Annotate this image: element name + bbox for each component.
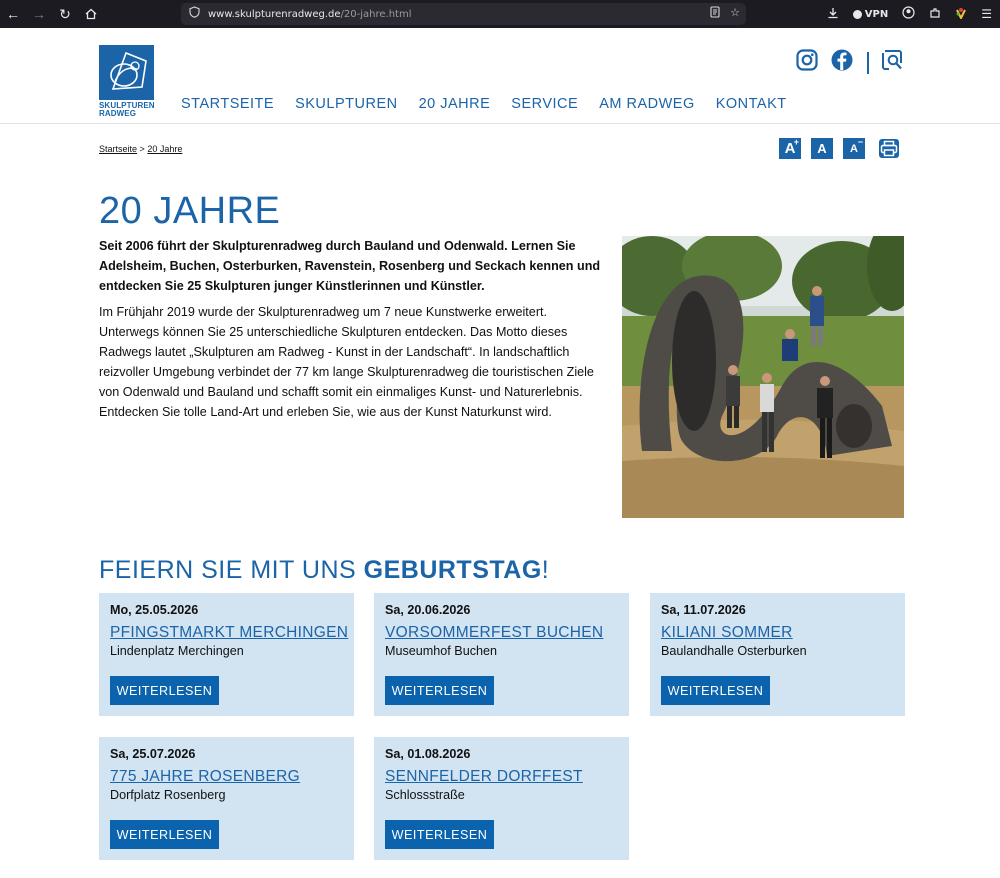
event-place: Lindenplatz Merchingen bbox=[110, 644, 244, 658]
bookmark-star-icon[interactable]: ☆ bbox=[730, 7, 740, 19]
url-path: /20-jahre.html bbox=[340, 8, 412, 20]
event-place: Schlossstraße bbox=[385, 788, 465, 802]
read-more-button[interactable]: WEITERLESEN bbox=[661, 676, 770, 705]
page-title: 20 JAHRE bbox=[99, 190, 281, 232]
download-icon[interactable] bbox=[827, 7, 839, 22]
site-logo[interactable] bbox=[99, 45, 155, 119]
font-increase-label: A bbox=[784, 140, 796, 157]
print-icon[interactable] bbox=[878, 138, 900, 164]
plus-icon: + bbox=[793, 137, 799, 147]
event-card bbox=[374, 593, 629, 716]
lead-paragraph: Seit 2006 führt der Skulpturenradweg durch Bauland und Odenwald. Lernen Sie Adelsheim, Buchen, Osterburken, Ravenstein, Rosenberg und Seckach kennen und entdecken Sie 25 Skulpturen junger Künstlerinnen und Künstler. bbox=[99, 239, 601, 293]
section-heading-end: ! bbox=[541, 556, 550, 584]
extensions-icon[interactable] bbox=[929, 7, 941, 22]
read-more-button[interactable]: WEITERLESEN bbox=[385, 820, 494, 849]
event-place: Baulandhalle Osterburken bbox=[661, 644, 807, 658]
event-card bbox=[99, 737, 354, 860]
event-title-link[interactable]: KILIANI SOMMER bbox=[661, 624, 793, 641]
font-decrease-label: A bbox=[850, 142, 858, 155]
event-title-link[interactable]: 775 JAHRE ROSENBERG bbox=[110, 768, 301, 785]
nav-kontakt[interactable]: KONTAKT bbox=[715, 96, 787, 112]
search-icon[interactable] bbox=[881, 49, 903, 76]
browser-toolbar bbox=[0, 0, 1000, 28]
font-decrease-button[interactable] bbox=[843, 138, 865, 159]
home-icon[interactable] bbox=[78, 0, 104, 28]
header-divider bbox=[0, 123, 1000, 124]
event-card bbox=[99, 593, 354, 716]
color-extension-icon[interactable] bbox=[955, 7, 967, 22]
event-card bbox=[374, 737, 629, 860]
logo-emblem bbox=[99, 45, 154, 100]
breadcrumb-separator: > bbox=[139, 144, 145, 154]
minus-icon: − bbox=[857, 137, 863, 147]
reader-view-icon[interactable] bbox=[710, 6, 720, 21]
event-title-link[interactable]: SENNFELDER DORFFEST bbox=[385, 768, 583, 785]
nav-am-radweg[interactable]: AM RADWEG bbox=[599, 96, 695, 112]
instagram-icon[interactable] bbox=[796, 49, 818, 76]
logo-line-2: RADWEG bbox=[99, 109, 137, 118]
breadcrumb bbox=[99, 144, 182, 154]
url-host: www.skulpturenradweg.de bbox=[208, 8, 341, 20]
url-text bbox=[208, 9, 412, 20]
event-date: Sa, 11.07.2026 bbox=[661, 603, 746, 617]
section-heading-bold: GEBURTSTAG bbox=[363, 556, 542, 584]
event-date: Sa, 20.06.2026 bbox=[385, 603, 471, 617]
event-title-link[interactable]: PFINGSTMARKT MERCHINGEN bbox=[110, 624, 349, 641]
divider bbox=[867, 52, 869, 74]
logo-wordmark bbox=[99, 102, 155, 118]
event-date: Sa, 25.07.2026 bbox=[110, 747, 196, 761]
shield-icon bbox=[189, 5, 200, 23]
font-increase-button[interactable] bbox=[779, 138, 801, 159]
nav-service[interactable]: SERVICE bbox=[511, 96, 579, 112]
event-place: Museumhof Buchen bbox=[385, 644, 498, 658]
account-icon[interactable] bbox=[902, 6, 915, 22]
accessibility-tools bbox=[779, 138, 900, 164]
font-normal-button[interactable] bbox=[811, 138, 833, 159]
nav-skulpturen[interactable]: SKULPTUREN bbox=[295, 96, 398, 112]
vpn-status-icon bbox=[853, 10, 862, 19]
address-bar[interactable] bbox=[181, 3, 746, 25]
forward-icon[interactable]: → bbox=[32, 6, 46, 22]
menu-icon[interactable]: ☰ bbox=[981, 7, 992, 21]
event-date: Mo, 25.05.2026 bbox=[110, 603, 199, 617]
event-card bbox=[650, 593, 905, 716]
body-paragraph: Im Frühjahr 2019 wurde der Skulpturenradweg um 7 neue Kunstwerke erweitert. Unterwegs können Sie 25 unterschiedliche Skulpturen entdecken. Das Motto dieses Radwegs lautet „Skulpturen am Radweg - Kunst in der Landschaft“. In landschaftlich reizvoller Umgebung verbindet der 77 km lange Skulpturenradweg die touristischen Ziele von Odenwald und Bauland und schafft somit ein einmaliges Kunst- und Naturerlebnis. Entdecken Sie tolle Land-Art und erleben Sie, wie aus der Kunst Naturkunst wird. bbox=[99, 305, 594, 419]
logo-line-1: SKULPTUREN bbox=[99, 101, 155, 110]
social-links bbox=[796, 49, 903, 76]
section-heading bbox=[99, 556, 549, 585]
sculpture-photo bbox=[622, 236, 904, 518]
read-more-button[interactable]: WEITERLESEN bbox=[385, 676, 494, 705]
font-normal-label: A bbox=[817, 141, 827, 156]
event-place: Dorfplatz Rosenberg bbox=[110, 788, 226, 802]
vpn-button[interactable] bbox=[853, 9, 888, 20]
event-title-link[interactable]: VORSOMMERFEST BUCHEN bbox=[385, 624, 604, 641]
read-more-button[interactable]: WEITERLESEN bbox=[110, 676, 219, 705]
nav-startseite[interactable]: STARTSEITE bbox=[181, 96, 275, 112]
read-more-button[interactable]: WEITERLESEN bbox=[110, 820, 219, 849]
vpn-label: VPN bbox=[864, 8, 889, 20]
section-heading-regular: FEIERN SIE MIT UNS bbox=[99, 556, 364, 584]
breadcrumb-current[interactable]: 20 Jahre bbox=[147, 144, 183, 154]
event-date: Sa, 01.08.2026 bbox=[385, 747, 471, 761]
facebook-icon[interactable] bbox=[831, 49, 853, 76]
breadcrumb-home[interactable]: Startseite bbox=[99, 144, 138, 154]
back-icon[interactable]: ← bbox=[6, 6, 20, 22]
main-navigation bbox=[181, 96, 808, 112]
reload-icon[interactable]: ↻ bbox=[59, 5, 71, 22]
nav-20-jahre[interactable]: 20 JAHRE bbox=[418, 96, 491, 112]
